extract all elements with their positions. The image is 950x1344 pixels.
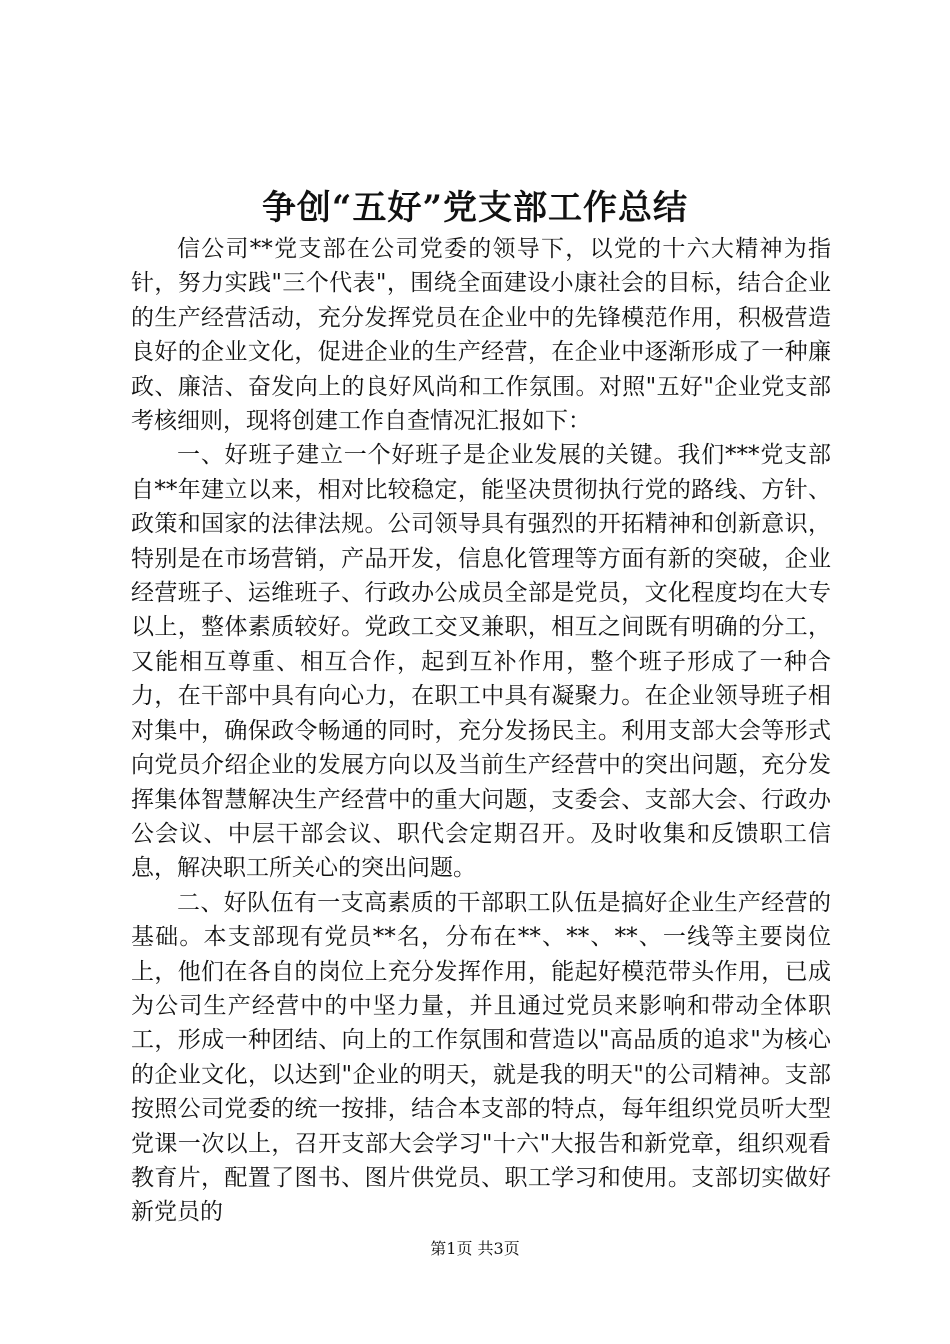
document-body — [131, 232, 831, 1230]
section-one-paragraph: 一、好班子建立一个好班子是企业发展的关键。我们***党支部自**年建立以来，相对比较稳定，能坚决贯彻执行党的路线、方针、政策和国家的法律法规。公司领导具有强烈的开拓精神和创新意识，特别是在市场营销，产品开发，信息化管理等方面有新的突破，企业经营班子、运维班子、行政办公成员全部是党员，文化程度均在大专以上，整体素质较好。党政工交叉兼职，相互之间既有明确的分工，又能相互尊重、相互合作，起到互补作用，整个班子形成了一种合力，在干部中具有向心力，在职工中具有凝聚力。在企业领导班子相对集中，确保政令畅通的同时，充分发扬民主。利用支部大会等形式向党员介绍企业的发展方向以及当前生产经营中的突出问题，充分发挥集体智慧解决生产经营中的重大问题，支委会、支部大会、行政办公会议、中层干部会议、职代会定期召开。及时收集和反馈职工信息，解决职工所关心的突出问题。 — [131, 442, 831, 882]
section-two-paragraph: 二、好队伍有一支高素质的干部职工队伍是搞好企业生产经营的基础。本支部现有党员**名，分布在**、**、**、一线等主要岗位上，他们在各自的岗位上充分发挥作用，能起好模范带头作用，已成为公司生产经营中的中坚力量，并且通过党员来影响和带动全体职工，形成一种团结、向上的工作氛围和营造以"高品质的追求"为核心的企业文化，以达到"企业的明天，就是我的明天"的公司精神。支部按照公司党委的统一按排，结合本支部的特点，每年组织党员听大型党课一次以上，召开支部大会学习"十六"大报告和新党章，组织观看教育片，配置了图书、图片供党员、职工学习和使用。支部切实做好新党员的 — [131, 889, 831, 1226]
intro-paragraph: 信公司**党支部在公司党委的领导下，以党的十六大精神为指针，努力实践"三个代表"，围绕全面建设小康社会的目标，结合企业的生产经营活动，充分发挥党员在企业中的先锋模范作用，积极营造良好的企业文化，促进企业的生产经营，在企业中逐渐形成了一种廉政、廉洁、奋发向上的良好风尚和工作氛围。对照"五好"企业党支部考核细则，现将创建工作自查情况汇报如下： — [131, 236, 831, 435]
page-number-footer: 第1页 共3页 — [430, 1239, 520, 1258]
document-title: 争创“五好”党支部工作总结 — [261, 188, 689, 228]
